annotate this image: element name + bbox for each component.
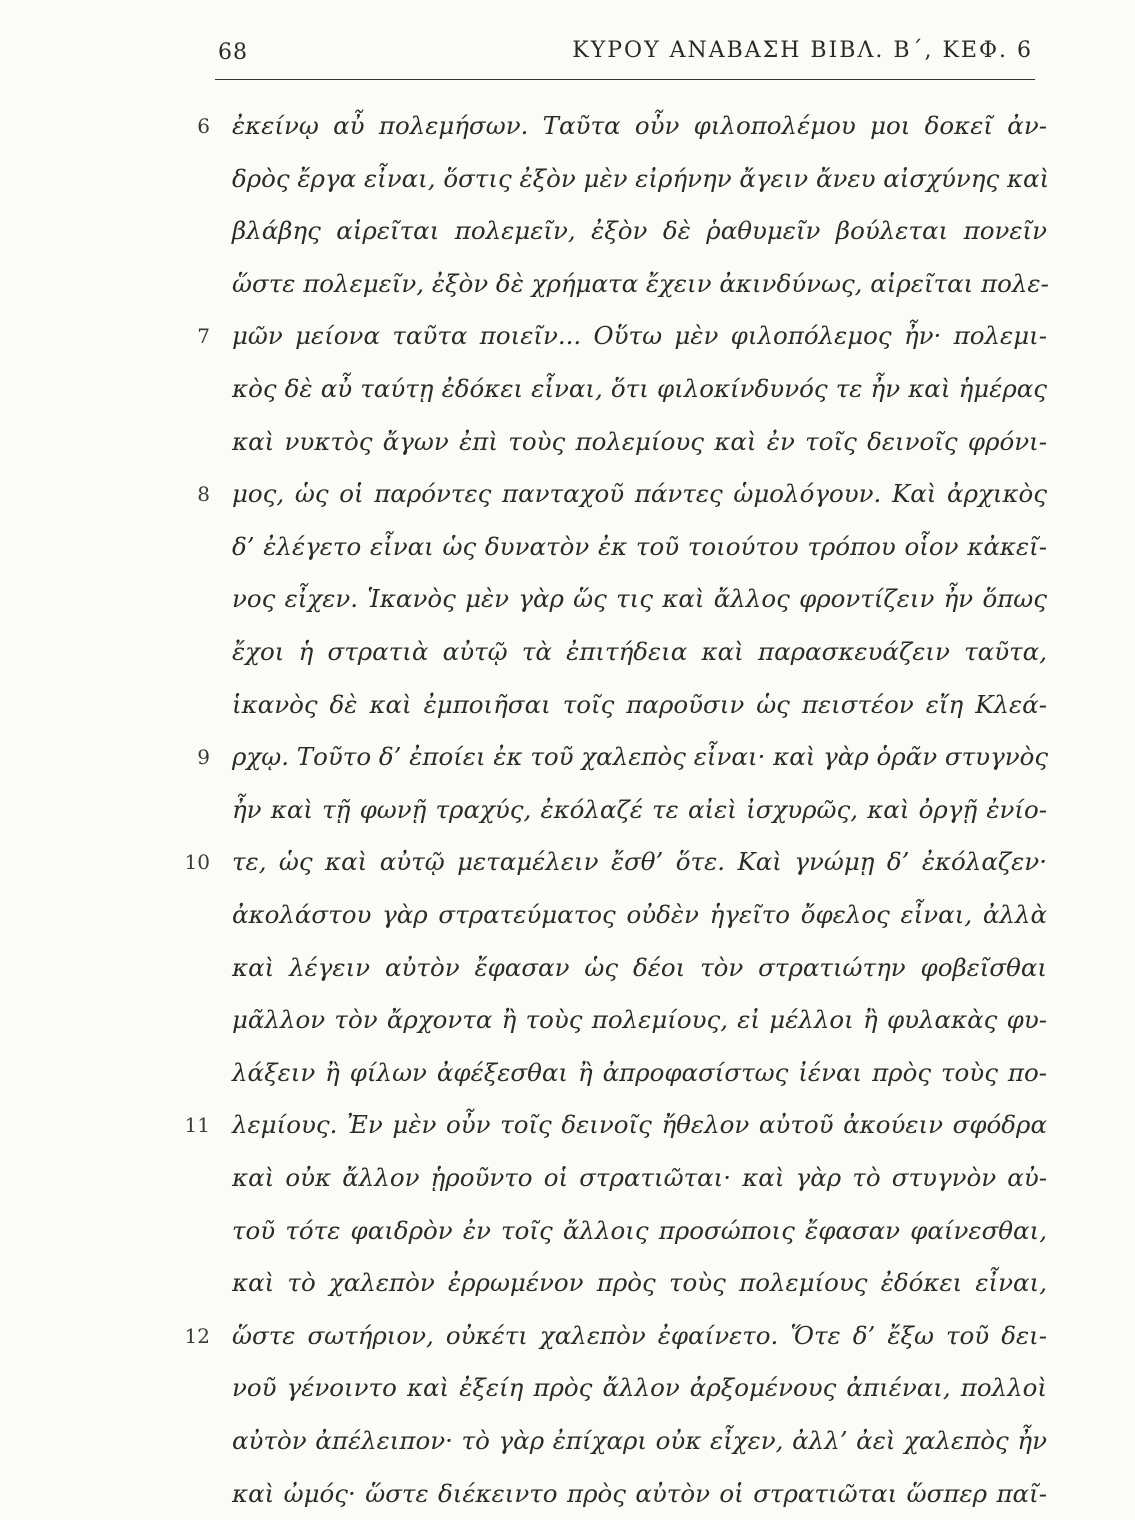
section-number: 10 xyxy=(184,850,210,875)
text-line: ὥστε σωτήριον, οὐκέτι χαλεπὸν ἐφαίνετο. Ὅτε δ’ ἔξω τοῦ δει- xyxy=(232,1320,1047,1350)
text-line: λεμίους. Ἐν μὲν οὖν τοῖς δεινοῖς ἤθελον αὐτοῦ ἀκούειν σφόδρα xyxy=(232,1110,1047,1140)
text-line: ὥστε πολεμεῖν, ἐξὸν δὲ χρήματα ἔχειν ἀκινδύνως, αἱρεῖται πολε- xyxy=(232,268,1049,298)
text-line: καὶ οὐκ ἄλλον ᾑροῦντο οἱ στρατιῶται· καὶ γὰρ τὸ στυγνὸν αὐ- xyxy=(232,1163,1047,1192)
text-line: λάξειν ἢ φίλων ἀφέξεσθαι ἢ ἀπροφασίστως ἰέναι πρὸς τοὺς πο- xyxy=(232,1057,1047,1087)
text-line: ἔχοι ἡ στρατιὰ αὐτῷ τὰ ἐπιτήδεια καὶ παρασκευάζειν ταῦτα, xyxy=(232,637,1047,666)
text-line: ἦν καὶ τῇ φωνῇ τραχύς, ἐκόλαζέ τε αἰεὶ ἰσχυρῶς, καὶ ὀργῇ ἐνίο- xyxy=(232,794,1047,824)
section-number: 6 xyxy=(197,114,210,138)
text-line: κὸς δὲ αὖ ταύτῃ ἐδόκει εἶναι, ὅτι φιλοκίνδυνός τε ἦν καὶ ἡμέρας xyxy=(232,374,1047,403)
text-line: τε, ὡς καὶ αὐτῷ μεταμέλειν ἔσθ’ ὅτε. Καὶ γνώμῃ δ’ ἐκόλαζεν· xyxy=(232,847,1047,877)
section-number: 12 xyxy=(184,1323,210,1348)
text-line: δ’ ἐλέγετο εἶναι ὡς δυνατὸν ἐκ τοῦ τοιούτου τρόπου οἷον κἀκεῖ- xyxy=(232,531,1047,561)
text-line: μος, ὡς οἱ παρόντες πανταχοῦ πάντες ὡμολόγουν. Καὶ ἀρχικὸς xyxy=(232,479,1047,509)
text-line: ἀκολάστου γὰρ στρατεύματος οὐδὲν ἡγεῖτο ὄφελος εἶναι, ἀλλὰ xyxy=(232,900,1047,929)
text-line: νος εἶχεν. Ἱκανὸς μὲν γὰρ ὥς τις καὶ ἄλλος φροντίζειν ἦν ὅπως xyxy=(232,584,1047,614)
running-title: ΚΥΡΟΥ ΑΝΑΒΑΣΗ ΒΙΒΛ. Β΄, ΚΕΦ. 6 xyxy=(572,38,1033,63)
text-line: καὶ τὸ χαλεπὸν ἐρρωμένον πρὸς τοὺς πολεμίους ἐδόκει εἶναι, xyxy=(232,1268,1047,1298)
text-line: μᾶλλον τὸν ἄρχοντα ἢ τοὺς πολεμίους, εἰ μέλλοι ἢ φυλακὰς φυ- xyxy=(232,1005,1047,1035)
section-number: 7 xyxy=(197,324,210,349)
text-line: αὐτὸν ἀπέλειπον· τὸ γὰρ ἐπίχαρι οὐκ εἶχεν, ἀλλ’ ἀεὶ χαλεπὸς ἦν xyxy=(232,1426,1047,1455)
header-rule xyxy=(215,79,1035,80)
section-number: 11 xyxy=(184,1113,210,1138)
text-line: ρχῳ. Τοῦτο δ’ ἐποίει ἐκ τοῦ χαλεπὸς εἶναι· καὶ γὰρ ὁρᾶν στυγνὸς xyxy=(232,742,1049,772)
text-line: καὶ λέγειν αὐτὸν ἔφασαν ὡς δέοι τὸν στρατιώτην φοβεῖσθαι xyxy=(232,952,1047,982)
text-line: μῶν μείονα ταῦτα ποιεῖν... Οὕτω μὲν φιλοπόλεμος ἦν· πολεμι- xyxy=(232,321,1047,351)
page-number: 68 xyxy=(218,40,248,65)
section-number: 9 xyxy=(197,745,210,770)
text-line: ἐκείνῳ αὖ πολεμήσων. Ταῦτα οὖν φιλοπολέμου μοι δοκεῖ ἀν- xyxy=(232,111,1047,140)
text-line: βλάβης αἱρεῖται πολεμεῖν, ἐξὸν δὲ ῥαθυμεῖν βούλεται πονεῖν xyxy=(232,216,1047,246)
text-line: καὶ ὠμός· ὥστε διέκειντο πρὸς αὐτὸν οἱ στρατιῶται ὥσπερ παῖ- xyxy=(232,1478,1047,1508)
section-number: 8 xyxy=(197,482,210,507)
text-line: δρὸς ἔργα εἶναι, ὅστις ἐξὸν μὲν εἰρήνην ἄγειν ἄνευ αἰσχύνης καὶ xyxy=(232,163,1050,193)
running-head xyxy=(215,30,1035,74)
text-line: καὶ νυκτὸς ἄγων ἐπὶ τοὺς πολεμίους καὶ ἐν τοῖς δεινοῖς φρόνι- xyxy=(232,426,1047,456)
text-line: τοῦ τότε φαιδρὸν ἐν τοῖς ἄλλοις προσώποις ἔφασαν φαίνεσθαι, xyxy=(232,1215,1047,1245)
text-line: ἱκανὸς δὲ καὶ ἐμποιῆσαι τοῖς παροῦσιν ὡς πειστέον εἴη Κλεά- xyxy=(232,689,1047,719)
text-line: νοῦ γένοιντο καὶ ἐξείη πρὸς ἄλλον ἀρξομένους ἀπιέναι, πολλοὶ xyxy=(232,1373,1047,1403)
